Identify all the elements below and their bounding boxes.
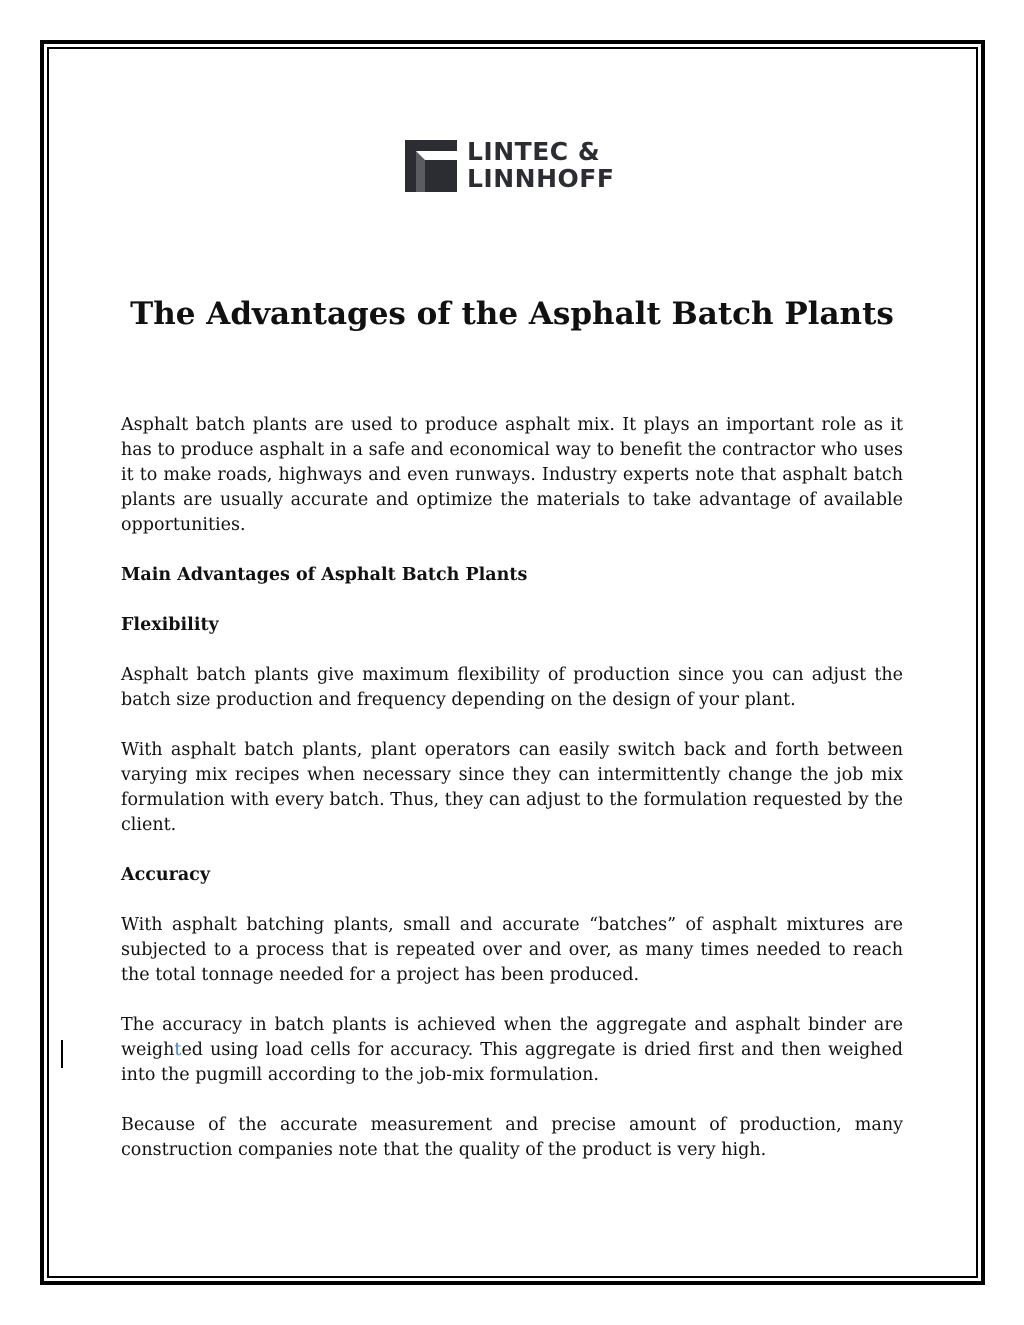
document-body bbox=[121, 413, 903, 1188]
main-advantages-heading: Main Advantages of Asphalt Batch Plants bbox=[121, 565, 528, 585]
accuracy-paragraph-2-start: The accuracy in batch plants is achieved when the aggregate and asphalt binder are weigh bbox=[121, 1015, 903, 1060]
logo-wordmark bbox=[467, 138, 614, 192]
logo-square-icon bbox=[405, 140, 457, 192]
text-cursor-bar bbox=[61, 1040, 63, 1068]
highlighted-typo-character: t bbox=[174, 1040, 182, 1060]
logo-line-2: LINNHOFF bbox=[467, 164, 615, 193]
flexibility-heading: Flexibility bbox=[121, 615, 219, 635]
accuracy-paragraph-2 bbox=[121, 1013, 903, 1088]
accuracy-heading: Accuracy bbox=[121, 865, 210, 885]
flexibility-paragraph-1: Asphalt batch plants give maximum flexibility of production since you can adjust the batch size production and frequency depending on the design of your plant. bbox=[121, 665, 903, 710]
company-logo bbox=[405, 137, 625, 194]
flexibility-paragraph-2: With asphalt batch plants, plant operators can easily switch back and forth between varying mix recipes when necessary since they can intermittently change the job mix formulation with every batch. Thus, they can adjust to the formulation requested by the client. bbox=[121, 740, 903, 835]
intro-paragraph: Asphalt batch plants are used to produce asphalt mix. It plays an important role as it has to produce asphalt in a safe and economical way to benefit the contractor who uses it to make roads, highways and even runways. Industry experts note that asphalt batch plants are usually accurate and optimize the materials to take advantage of available opportunities. bbox=[121, 415, 903, 535]
accuracy-paragraph-3: Because of the accurate measurement and precise amount of production, many construction companies note that the quality of the product is very high. bbox=[121, 1115, 903, 1160]
logo-line-1: LINTEC & bbox=[467, 137, 601, 166]
document-title: The Advantages of the Asphalt Batch Plants bbox=[130, 296, 894, 332]
accuracy-paragraph-1: With asphalt batching plants, small and accurate “batches” of asphalt mixtures are subjected to a process that is repeated over and over, as many times needed to reach the total tonnage needed for a project has been produced. bbox=[121, 915, 903, 985]
accuracy-paragraph-2-end: ed using load cells for accuracy. This aggregate is dried first and then weighed into the pugmill according to the job-mix formulation. bbox=[121, 1040, 903, 1085]
